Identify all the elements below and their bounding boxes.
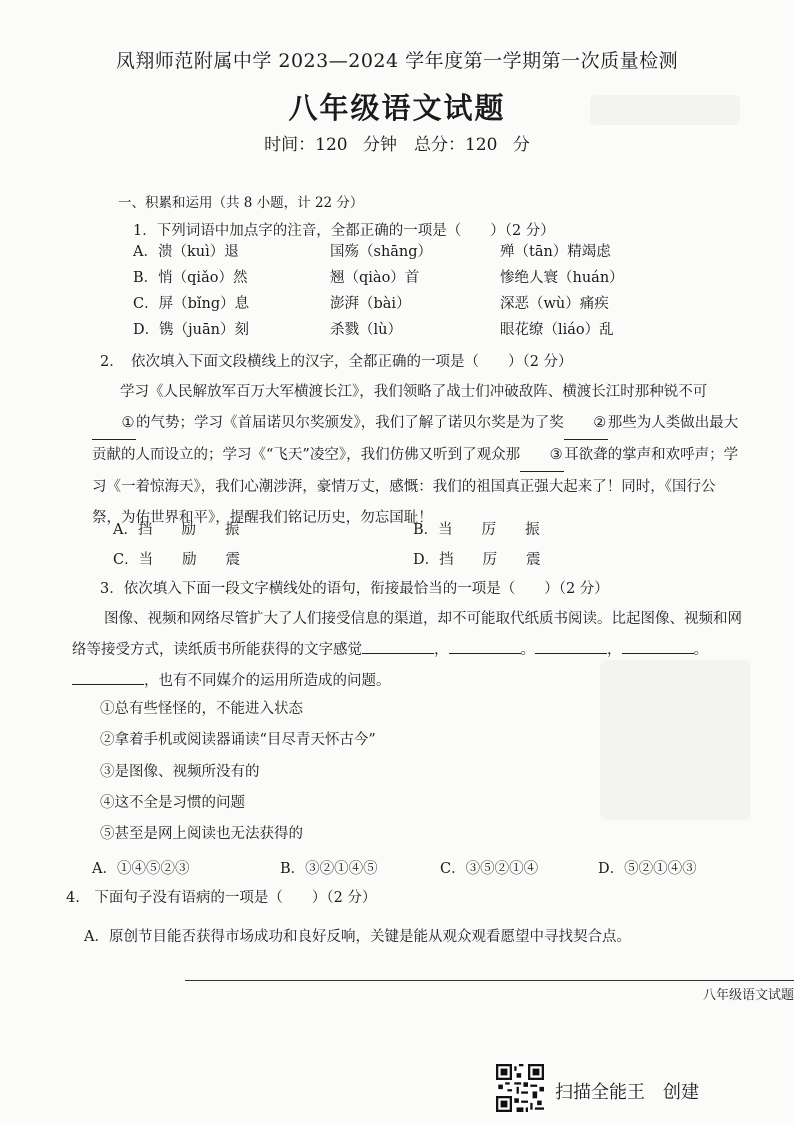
q3-blank-3 — [535, 639, 607, 654]
q2-text-1: 学习《人民解放军百万大军横渡长江》，我们领略了战士们冲破敌阵、横渡长江时那种锐不可 — [120, 384, 708, 400]
q1-b3: 惨绝人寰（huán） — [500, 270, 624, 286]
q2-text-2: 的气势；学习《首届诺贝尔奖颁发》，我们了解了诺贝尔奖是为了奖 — [136, 415, 564, 431]
q3-item-1: ①总有些怪怪的，不能进入状态 — [100, 701, 303, 717]
school-exam-line: 凤翔师范附属中学 2023—2024 学年度第一学期第一次质量检测 — [115, 50, 679, 72]
scanner-watermark: 扫描全能王 创建 — [555, 1082, 699, 1103]
q3-text-a: 图像、视频和网络尽管扩大了人们接受信息的渠道，却不可能取代纸质书阅读。比起图像、视频和网络等接受方式，读纸质书所能获得的文字感觉 — [72, 611, 742, 658]
q4-stem: 4. 下面句子没有语病的一项是（ ）（2 分） — [66, 890, 377, 906]
q3-option-a: A．①④⑤②③ — [92, 861, 190, 877]
q3-option-b: B．③②①④⑤ — [280, 861, 378, 877]
exam-meta: 时间：120 分钟 总分：120 分 — [264, 135, 530, 155]
q1-b2: 翘（qiào）首 — [330, 270, 420, 286]
q1-d2: 杀戮（lù） — [330, 322, 402, 338]
q1-b1: B．悄（qiǎo）然 — [133, 270, 248, 286]
q3-item-3: ③是图像、视频所没有的 — [100, 764, 260, 780]
q1-stem: 1．下列词语中加点字的注音，全都正确的一项是（ ）（2 分） — [133, 223, 555, 239]
q3-option-c: C．③⑤②①④ — [440, 861, 539, 877]
q3-blank-4 — [622, 639, 694, 654]
footer-rule — [185, 980, 794, 981]
section-heading: 一、积累和运用（共 8 小题，计 22 分） — [118, 195, 364, 211]
q3-stem: 3．依次填入下面一段文字横线处的语句，衔接最恰当的一项是（ ）（2 分） — [100, 581, 609, 597]
q2-stem: 2． 依次填入下面文段横线上的汉字，全都正确的一项是（ ）（2 分） — [100, 354, 573, 370]
q2-blank-2: ② — [564, 408, 608, 440]
q2-option-a: A．挡 励 振 — [113, 522, 240, 538]
q4-option-a: A．原创节目能否获得市场成功和良好反响，关键是能从观众观看愿望中寻找契合点。 — [84, 929, 631, 945]
exam-title: 八年级语文试题 — [288, 91, 506, 125]
q1-c2: 澎湃（bài） — [330, 296, 411, 312]
q2-blank-3: ③ — [520, 440, 564, 472]
q1-d1: D．镌（juān）刻 — [133, 322, 249, 338]
q1-d3: 眼花缭（liáo）乱 — [500, 322, 614, 338]
q3-blank-2 — [449, 639, 521, 654]
q1-c1: C．屏（bǐng）息 — [133, 296, 250, 312]
q2-option-b: B．当 厉 振 — [413, 522, 540, 538]
q2-blank-1: ① — [92, 408, 136, 440]
qr-code-icon — [496, 1064, 544, 1112]
q2-option-c: C．当 励 震 — [113, 552, 241, 568]
q3-item-4: ④这不全是习惯的问题 — [100, 795, 245, 811]
q2-option-d: D．挡 厉 震 — [413, 552, 541, 568]
q1-a1: A．溃（kuì）退 — [133, 244, 239, 260]
q3-blank-1 — [362, 639, 434, 654]
q1-a2: 国殇（shāng） — [330, 244, 433, 260]
q2-text-4: 耳欲聋的掌声和欢呼声；学习《一着惊海天》，我们心潮涉湃，豪情万丈，感慨：我们的祖国真正强大起来了！同时，《国行公祭，为佑世界和平》，提醒我们铭记历史，勿忘国耻！ — [92, 447, 739, 526]
q1-c3: 深恶（wù）痛疾 — [500, 296, 609, 312]
q2-passage — [92, 377, 744, 534]
footer-page-label: 八年级语文试题 — [702, 988, 794, 1003]
q3-passage: 图像、视频和网络尽管扩大了人们接受信息的渠道，却不可能取代纸质书阅读。比起图像、视频和网络等接受方式，读纸质书所能获得的文字感觉 ， 。 ， 。，也有不同媒介的运用所造成的问题。 — [72, 611, 742, 689]
q3-text-b: ，也有不同媒介的运用所造成的问题。 — [144, 673, 391, 689]
q3-option-d: D．⑤②①④③ — [598, 861, 697, 877]
q3-item-5: ⑤甚至是网上阅读也无法获得的 — [100, 826, 303, 842]
q1-a3: 殚（tān）精竭虑 — [500, 244, 611, 260]
q2-text-3: 那些为人类做出最大贡献的人而设立的；学习《“飞天”凌空》，我们仿佛又听到了观众那 — [92, 415, 739, 463]
q3-item-2: ②拿着手机或阅读器诵读“目尽青天怀古今” — [100, 732, 376, 748]
q3-blank-5 — [72, 670, 144, 685]
